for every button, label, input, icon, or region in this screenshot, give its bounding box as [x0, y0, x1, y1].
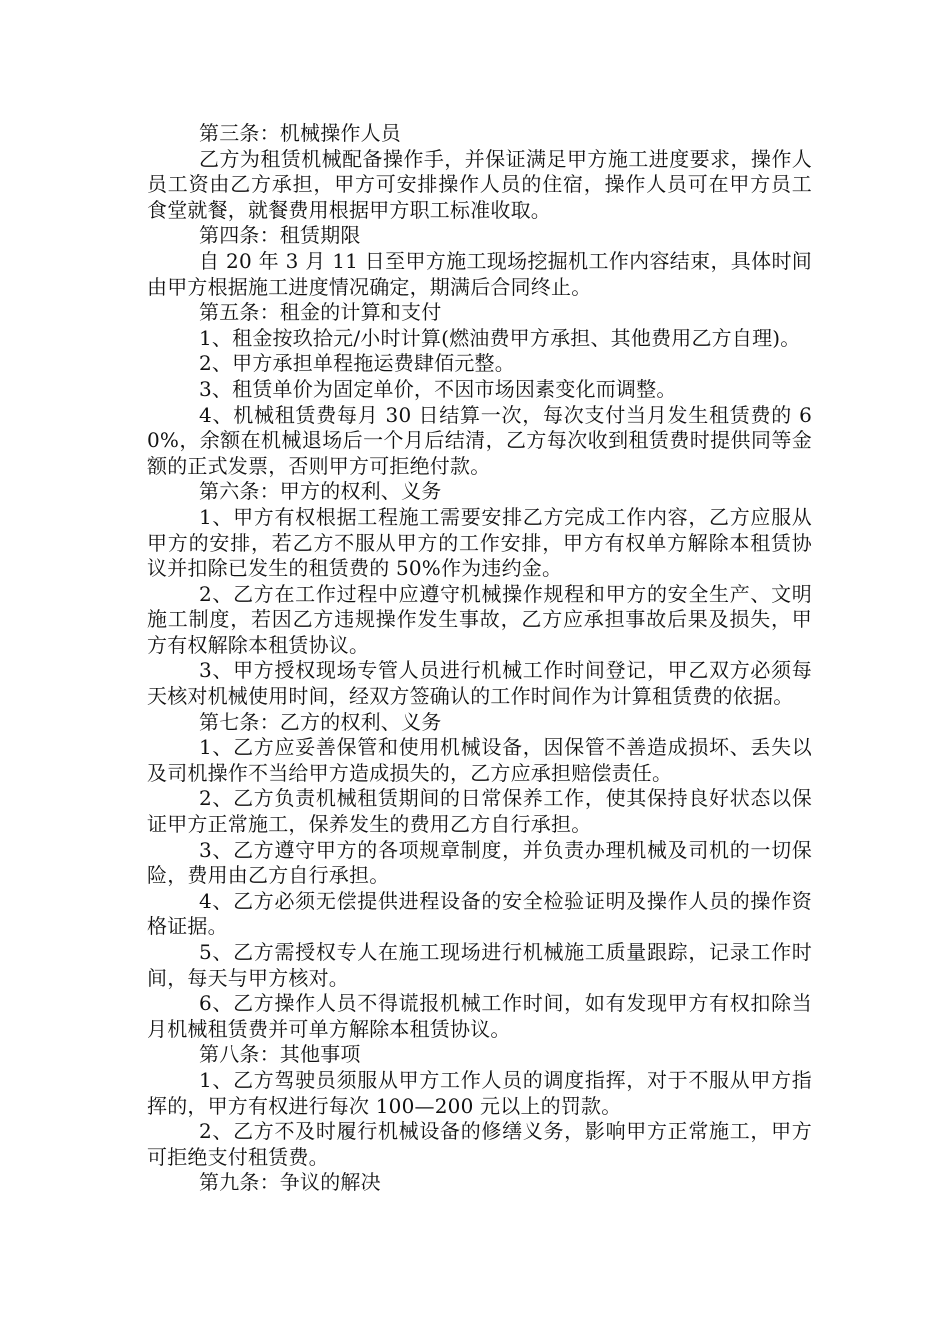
article-7-item-1: 1、乙方应妥善保管和使用机械设备，因保管不善造成损坏、丢失以及司机操作不当给甲方造成损失的，乙方应承担赔偿责任。	[147, 735, 812, 785]
article-6-item-1: 1、甲方有权根据工程施工需要安排乙方完成工作内容，乙方应服从甲方的安排，若乙方不服从甲方的工作安排，甲方有权单方解除本租赁协议并扣除已发生的租赁费的 50%作为违约金。	[147, 504, 812, 581]
article-7-item-4: 4、乙方必须无偿提供进程设备的安全检验证明及操作人员的操作资格证据。	[147, 888, 812, 939]
article-7-item-6: 6、乙方操作人员不得谎报机械工作时间，如有发现甲方有权扣除当月机械租赁费并可单方解除本租赁协议。	[147, 991, 812, 1041]
article-6-heading: 第六条：甲方的权利、义务	[199, 479, 442, 504]
article-6-item-3: 3、甲方授权现场专管人员进行机械工作时间登记，甲乙双方必须每天核对机械使用时间，经双方签确认的工作时间作为计算租赁费的依据。	[147, 658, 812, 709]
article-8-item-1: 1、乙方驾驶员须服从甲方工作人员的调度指挥，对于不服从甲方指挥的，甲方有权进行每次 100—200 元以上的罚款。	[147, 1067, 812, 1118]
article-7-item-2: 2、乙方负责机械租赁期间的日常保养工作，使其保持良好状态以保证甲方正常施工，保养发生的费用乙方自行承担。	[147, 786, 812, 837]
article-5-item-2: 2、甲方承担单程拖运费肆佰元整。	[199, 351, 515, 376]
article-7-item-3: 3、乙方遵守甲方的各项规章制度，并负责办理机械及司机的一切保险，费用由乙方自行承担。	[147, 837, 812, 888]
document-body	[147, 121, 812, 1196]
article-5-item-1: 1、租金按玖拾元/小时计算(燃油费甲方承担、其他费用乙方自理)。	[199, 325, 801, 350]
article-3-text: 乙方为租赁机械配备操作手，并保证满足甲方施工进度要求，操作人员工资由乙方承担，甲方可安排操作人员的住宿，操作人员可在甲方员工食堂就餐，就餐费用根据甲方职工标准收取。	[147, 146, 812, 222]
article-3-heading: 第三条：机械操作人员	[199, 121, 401, 145]
article-5-item-3: 3、租赁单价为固定单价，不因市场因素变化而调整。	[199, 376, 677, 401]
article-4-text: 自 20 年 3 月 11 日至甲方施工现场挖掘机工作内容结束，具体时间由甲方根据施工进度情况确定，期满后合同终止。	[147, 248, 812, 299]
article-8-item-2: 2、乙方不及时履行机械设备的修缮义务，影响甲方正常施工，甲方可拒绝支付租赁费。	[147, 1119, 812, 1169]
article-5-item-4: 4、机械租赁费每月 30 日结算一次，每次支付当月发生租赁费的 60%，余额在机械退场后一个月后结清，乙方每次收到租赁费时提供同等金额的正式发票，否则甲方可拒绝付款。	[147, 402, 812, 478]
article-7-item-5: 5、乙方需授权专人在施工现场进行机械施工质量跟踪，记录工作时间，每天与甲方核对。	[147, 940, 812, 990]
article-6-item-2: 2、乙方在工作过程中应遵守机械操作规程和甲方的安全生产、文明施工制度，若因乙方违规操作发生事故，乙方应承担事故后果及损失，甲方有权解除本租赁协议。	[147, 581, 812, 657]
article-8-heading: 第八条：其他事项	[199, 1042, 361, 1067]
article-9-heading: 第九条：争议的解决	[199, 1170, 381, 1195]
article-7-heading: 第七条：乙方的权利、义务	[199, 709, 442, 734]
article-4-heading: 第四条：租赁期限	[199, 223, 361, 248]
article-5-heading: 第五条：租金的计算和支付	[199, 300, 442, 325]
